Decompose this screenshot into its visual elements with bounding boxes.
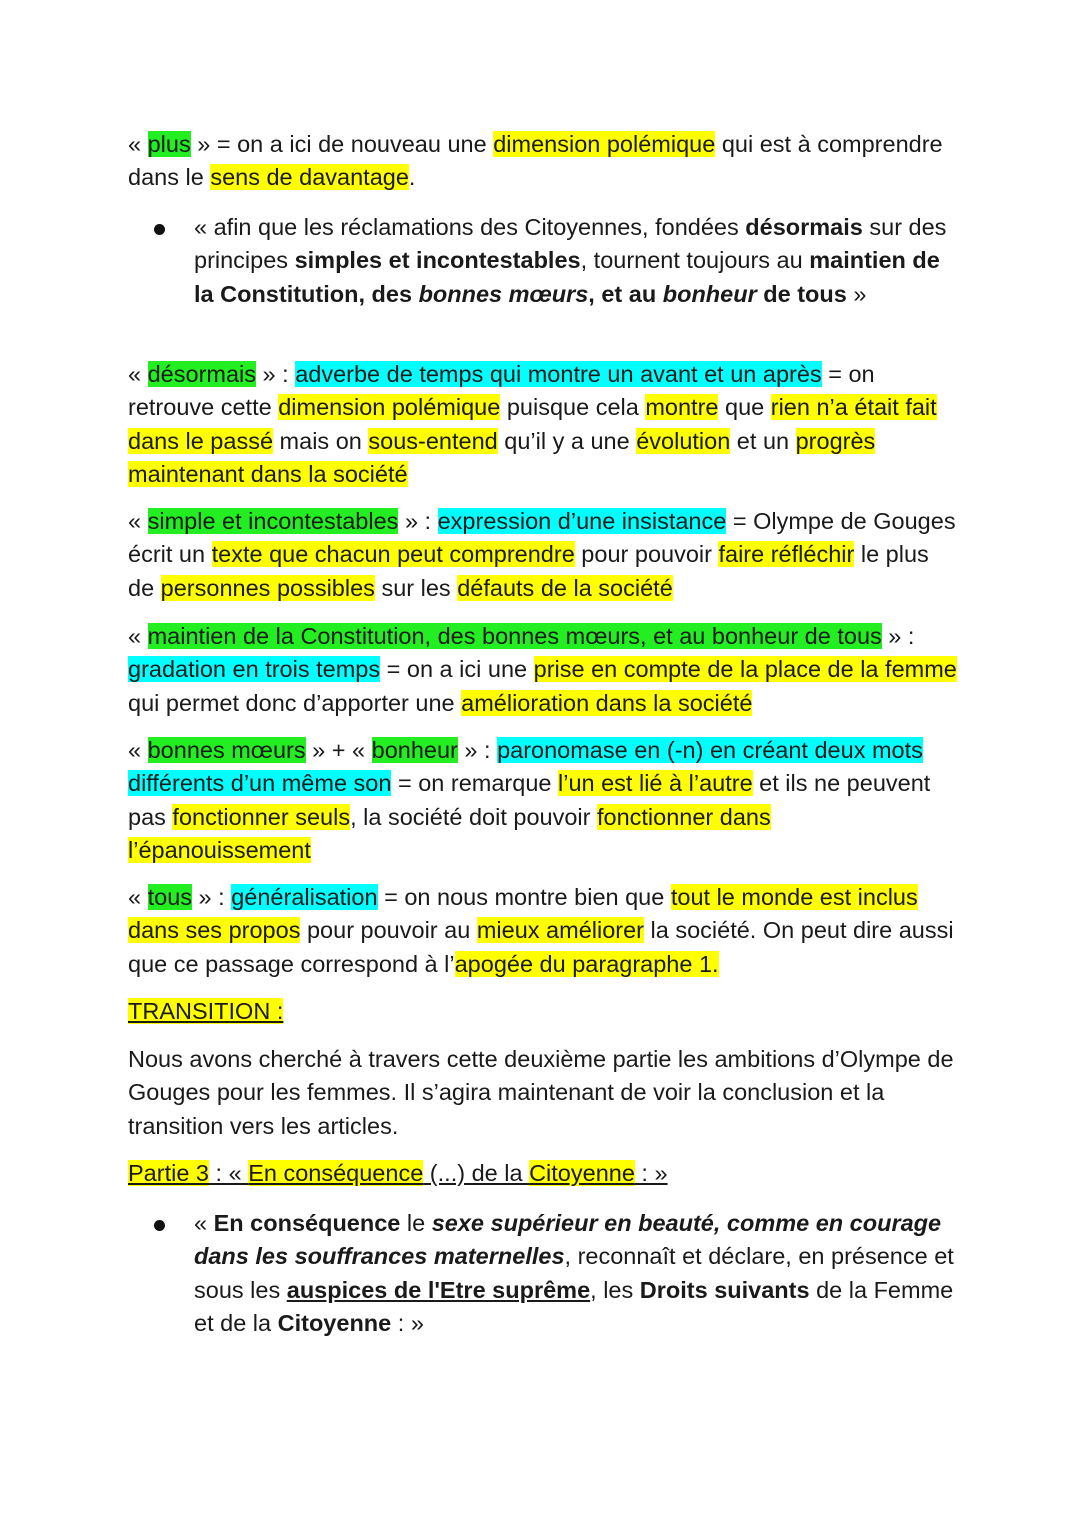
highlight: fonctionner seuls xyxy=(172,803,351,830)
highlight: dimension polémique xyxy=(278,394,501,421)
bullet-icon xyxy=(154,224,165,235)
highlight: simple et incontestables xyxy=(147,508,399,534)
highlight: faire réfléchir xyxy=(718,541,855,568)
highlight: plus xyxy=(147,131,191,157)
highlight: désormais xyxy=(147,361,257,387)
highlight: bonheur xyxy=(371,737,458,763)
highlight: mieux améliorer xyxy=(476,917,644,944)
comment-plus: « plus » = on a ici de nouveau une dimension polémique qui est à comprendre dans le sens de davantage. xyxy=(128,131,943,191)
highlight: sous-entend xyxy=(368,427,498,454)
highlight: tout le monde est inclus dans ses propos xyxy=(128,884,918,944)
comment-simple: « simple et incontestables » : expression d’une insistance = Olympe de Gouges écrit un texte que chacun peut comprendre pour pouvoir faire réfléchir le plus de personnes possibles sur les défauts de la société xyxy=(128,508,956,601)
comment-tous: « tous » : généralisation = on nous montre bien que tout le monde est inclus dans ses propos pour pouvoir au mieux améliorer la société. On peut dire aussi que ce passage correspond à l’apogée du paragraphe 1. xyxy=(128,884,954,977)
quote-consequence: « En conséquence le sexe supérieur en beauté, comme en courage dans les souffrances maternelles, reconnaît et déclare, en présence et sous les auspices de l'Etre suprême, les Droits suivants de la Femme et de la Citoyenne : » xyxy=(194,1210,954,1336)
partie-3-heading: Partie 3 : « En conséquence (...) de la Citoyenne : » xyxy=(128,1160,668,1186)
highlight: sens de davantage xyxy=(210,164,409,191)
bullet-icon xyxy=(154,1220,165,1231)
highlight: texte que chacun peut comprendre xyxy=(211,541,575,568)
highlight: apogée du paragraphe 1. xyxy=(454,950,719,977)
highlight: progrès maintenant dans la société xyxy=(128,427,876,487)
quote-citoyennes: « afin que les réclamations des Citoyennes, fondées désormais sur des principes simples et incontestables, tournent toujours au maintien de la Constitution, des bonnes mœurs, et au bonheur de tous » xyxy=(194,214,947,307)
highlight: personnes possibles xyxy=(160,574,375,601)
transition-paragraph: Nous avons cherché à travers cette deuxième partie les ambitions d’Olympe de Gouges pour les femmes. Il s’agira maintenant de voir la conclusion et la transition vers les articles. xyxy=(128,1046,954,1139)
highlight: rien n’a était fait dans le passé xyxy=(128,394,937,454)
highlight: l’un est lié à l’autre xyxy=(558,770,753,797)
highlight: tous xyxy=(147,884,193,910)
highlight: maintien de la Constitution, des bonnes mœurs, et au bonheur de tous xyxy=(147,623,882,649)
highlight: adverbe de temps qui montre un avant et un après xyxy=(295,361,822,387)
highlight: amélioration dans la société xyxy=(461,689,753,716)
highlight: montre xyxy=(645,394,719,421)
highlight: fonctionner dans l’épanouissement xyxy=(128,803,771,863)
comment-paronomase: « bonnes mœurs » + « bonheur » : paronomase en (-n) en créant deux mots différents d’un même son = on remarque l’un est lié à l’autre et ils ne peuvent pas fonctionner seuls, la société doit pouvoir fonctionner dans l’épanouissement xyxy=(128,737,931,863)
highlight: dimension polémique xyxy=(493,131,716,157)
highlight: prise en compte de la place de la femme xyxy=(533,656,957,683)
highlight: défauts de la société xyxy=(457,574,673,601)
transition-heading: TRANSITION : xyxy=(128,998,284,1024)
highlight: gradation en trois temps xyxy=(128,656,381,683)
highlight: généralisation xyxy=(231,884,378,910)
highlight: paronomase en (-n) en créant deux mots différents d’un même son xyxy=(128,737,923,797)
highlight: évolution xyxy=(636,427,731,454)
highlight: bonnes mœurs xyxy=(147,737,306,763)
comment-maintien: « maintien de la Constitution, des bonnes mœurs, et au bonheur de tous » : gradation en trois temps = on a ici une prise en compte de la place de la femme qui permet donc d’apporter une amélioration dans la société xyxy=(128,623,957,716)
highlight: expression d’une insistance xyxy=(437,508,727,534)
comment-desormais: « désormais » : adverbe de temps qui montre un avant et un après = on retrouve cette dimension polémique puisque cela montre que rien n’a était fait dans le passé mais on sous-entend qu’il y a une évolution et un progrès maintenant dans la société xyxy=(128,361,937,487)
